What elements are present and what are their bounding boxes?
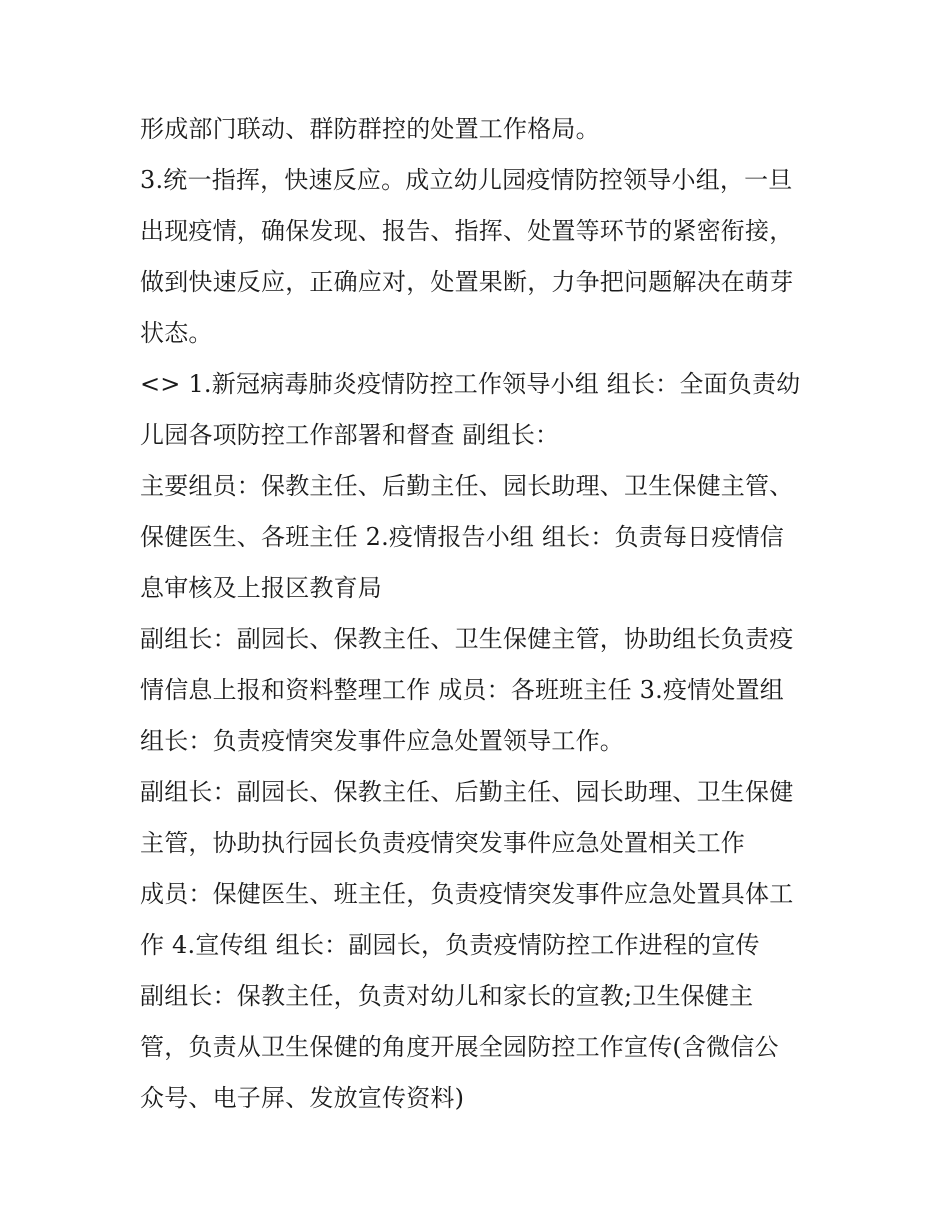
text-line: 儿园各项防控工作部署和督查 副组长： bbox=[140, 421, 560, 449]
text-line: 主要组员：保教主任、后勤主任、园长助理、卫生保健主管、 bbox=[140, 472, 794, 500]
text-line: 做到快速反应，正确应对，处置果断，力争把问题解决在萌芽 bbox=[140, 268, 794, 296]
text-line: 众号、电子屏、发放宣传资料) bbox=[140, 1084, 465, 1112]
text-line: 成员：保健医生、班主任，负责疫情突发事件应急处置具体工 bbox=[140, 880, 794, 908]
text-line: 主管，协助执行园长负责疫情突发事件应急处置相关工作 bbox=[140, 829, 745, 857]
text-line: 作 4.宣传组 组长：副园长，负责疫情防控工作进程的宣传 bbox=[140, 931, 760, 959]
document-body bbox=[140, 104, 840, 1124]
text-line: 状态。 bbox=[140, 319, 213, 347]
text-line: 3.统一指挥，快速反应。成立幼儿园疫情防控领导小组，一旦 bbox=[140, 166, 793, 194]
text-line: 保健医生、各班主任 2.疫情报告小组 组长：负责每日疫情信 bbox=[140, 523, 784, 551]
text-line: 情信息上报和资料整理工作 成员：各班班主任 3.疫情处置组 bbox=[140, 676, 784, 704]
text-line: 管，负责从卫生保健的角度开展全园防控工作宣传(含微信公 bbox=[140, 1033, 779, 1061]
text-line: 形成部门联动、群防群控的处置工作格局。 bbox=[140, 115, 600, 143]
text-line: 副组长：保教主任，负责对幼儿和家长的宣教;卫生保健主 bbox=[140, 982, 754, 1010]
text-line: 副组长：副园长、保教主任、卫生保健主管，协助组长负责疫 bbox=[140, 625, 794, 653]
text-line: 组长：负责疫情突发事件应急处置领导工作。 bbox=[140, 727, 624, 755]
text-line: 出现疫情，确保发现、报告、指挥、处置等环节的紧密衔接， bbox=[140, 217, 794, 245]
text-line: 副组长：副园长、保教主任、后勤主任、园长助理、卫生保健 bbox=[140, 778, 794, 806]
text-line: <> 1.新冠病毒肺炎疫情防控工作领导小组 组长：全面负责幼 bbox=[140, 370, 801, 398]
text-line: 息审核及上报区教育局 bbox=[140, 574, 382, 602]
